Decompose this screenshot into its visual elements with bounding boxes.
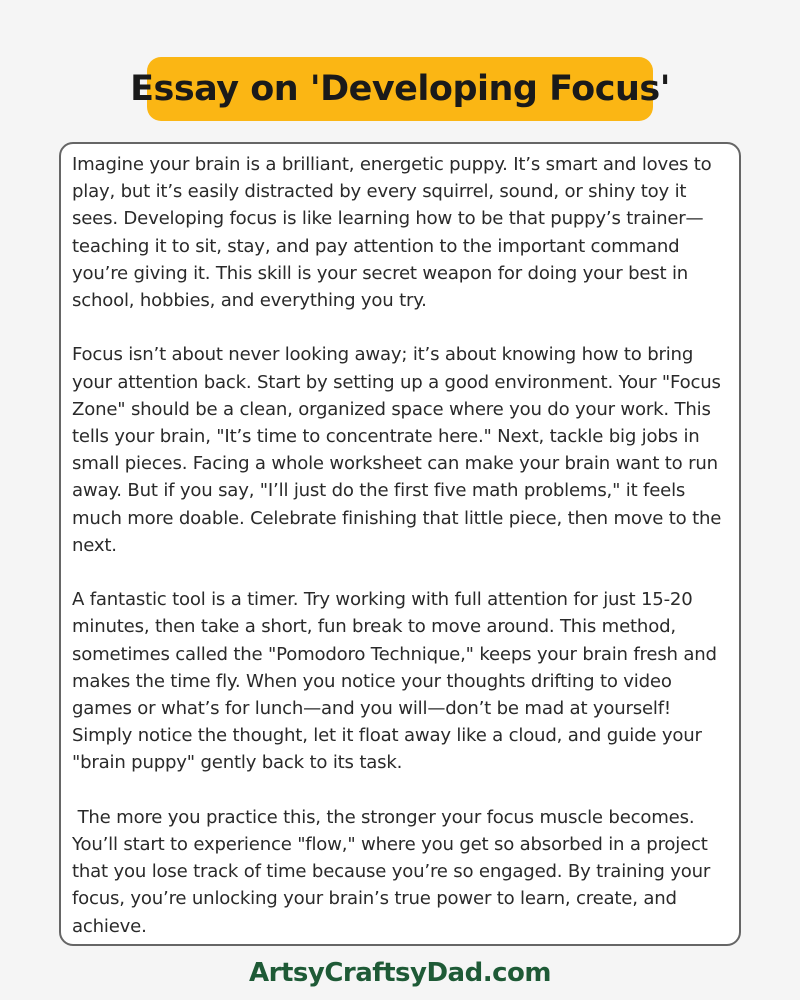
page-title: Essay on 'Developing Focus': [130, 69, 670, 109]
title-banner: [130, 57, 670, 121]
essay-paragraph-2: Focus isn’t about never looking away; it’s about knowing how to bring your attention back. Start by setting up a good environment. Your "Focus Zone" should be a clean, organized space where you do your work. This tells your brain, "It’s time to concentrate here." Next, tackle big jobs in small pieces. Facing a whole worksheet can make your brain want to run away. But if you say, "I’ll just do the first five math problems," it feels much more doable. Celebrate finishing that little piece, then move to the next.: [72, 344, 727, 556]
footer-website: ArtsyCraftsyDad.com: [249, 958, 551, 988]
essay-box: [59, 142, 741, 946]
essay-paragraph-1: Imagine your brain is a brilliant, energetic puppy. It’s smart and loves to play, but it’s easily distracted by every squirrel, sound, or shiny toy it sees. Developing focus is like learning how to be that puppy’s trainer—teaching it to sit, stay, and pay attention to the important command you’re giving it. This skill is your secret weapon for doing your best in school, hobbies, and everything you try.: [72, 154, 718, 312]
essay-paragraph-3: A fantastic tool is a timer. Try working with full attention for just 15-20 minutes, then take a short, fun break to move around. This method, sometimes called the "Pomodoro Technique," keeps your brain fresh and makes the time fly. When you notice your thoughts drifting to video games or what’s for lunch—and you will—don’t be mad at yourself! Simply notice the thought, let it float away like a cloud, and guide your "brain puppy" gently back to its task.: [72, 589, 723, 774]
essay-paragraph-4: The more you practice this, the stronger your focus muscle becomes. You’ll start to experience "flow," where you get so absorbed in a project that you lose track of time because you’re so engaged. By training your focus, you’re unlocking your brain’s true power to learn, create, and achieve.: [72, 806, 716, 937]
